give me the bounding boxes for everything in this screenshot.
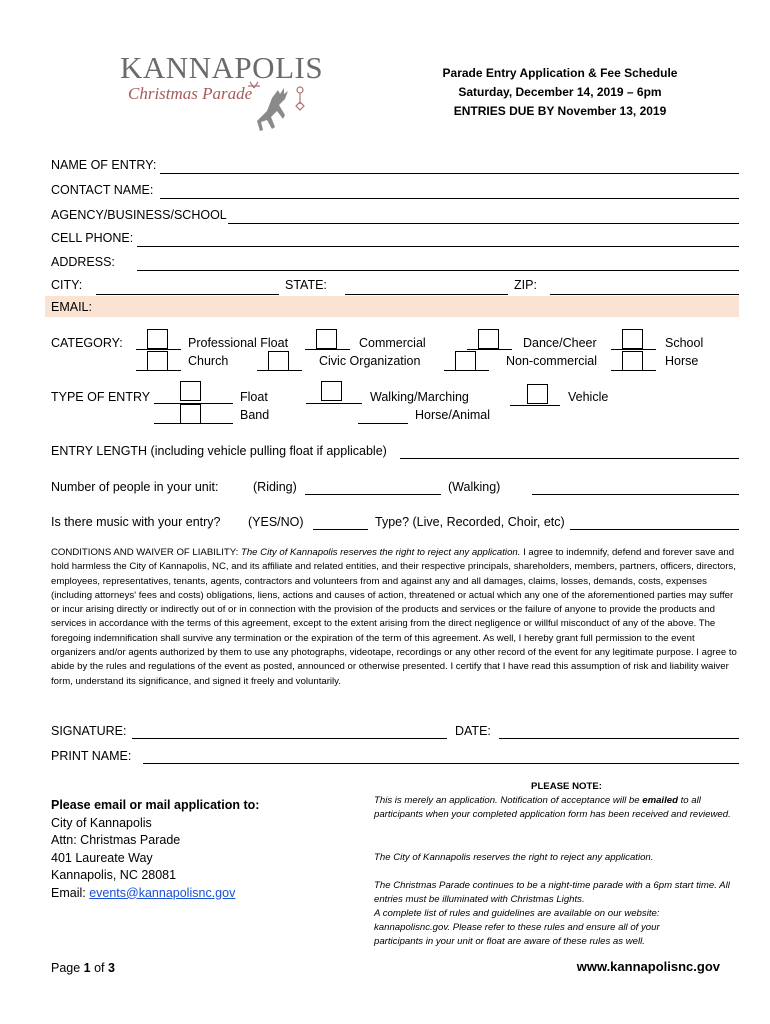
please-note-heading: PLEASE NOTE: [531, 781, 602, 792]
category-underline [467, 349, 512, 350]
mail-to-heading: Please email or mail application to: [51, 798, 260, 812]
email-field[interactable] [100, 297, 736, 315]
page-total: 3 [108, 961, 115, 975]
signature-label: SIGNATURE: [51, 724, 127, 738]
category-underline [611, 349, 656, 350]
mail-to-line3: 401 Laureate Way [51, 850, 153, 865]
logo [112, 48, 324, 143]
signature-field[interactable] [132, 720, 447, 739]
please-note-p4: A complete list of rules and guidelines are available on our website: kannapolisnc.gov. Please refer to these rules and ensure all of your participants in your unit or float are aware of these rules as well. [374, 908, 660, 947]
page-prefix: Page [51, 961, 84, 975]
music-type-field[interactable] [570, 511, 739, 530]
please-note-p1-c: to all participants when your completed application form has been received and reviewed. [374, 795, 731, 820]
agency-label: AGENCY/BUSINESS/SCHOOL [51, 208, 227, 222]
agency-field[interactable] [228, 205, 739, 224]
music-label: Is there music with your entry? [51, 515, 221, 529]
people-riding-label: (Riding) [253, 480, 297, 494]
music-type-label: Type? (Live, Recorded, Choir, etc) [375, 515, 565, 529]
people-walking-field[interactable] [532, 476, 739, 495]
city-label: CITY: [51, 278, 83, 292]
name-of-entry-field[interactable] [160, 155, 739, 174]
mail-to-email-label: Email: [51, 885, 90, 900]
category-underline [136, 370, 181, 371]
waiver-paragraph [51, 546, 741, 689]
date-field[interactable] [499, 720, 739, 739]
page-current: 1 [83, 961, 91, 975]
category-underline [611, 370, 656, 371]
mail-to-line2: Attn: Christmas Parade [51, 833, 181, 847]
category-checkbox-church[interactable] [147, 351, 168, 371]
print-name-label: PRINT NAME: [51, 749, 132, 763]
entry-type-option-horse-animal: Horse/Animal [415, 408, 491, 422]
header [410, 64, 710, 121]
category-option-school: School [665, 336, 704, 350]
please-note-p3: The Christmas Parade continues to be a night-time parade with a 6pm start time. All entries must be illuminated with Christmas Lights. [374, 880, 730, 905]
page-number [51, 961, 115, 975]
waiver-body: I agree to indemnify, defend and forever save and hold harmless the City of Kannapolis, NC, and its affiliate and related entities, and their respective principals, shareholders, members, partners, officers, directors, employees, representatives, tenants, agents, contractors and volunteers from and against any and all damages, claims, losses, demands, costs, expenses (including attorneys' fees and costs) obligations, liens, actions and causes of action, threatened or actual which any one of the aforementioned parties may suffer or incur arising directly or indirectly out of or in connection with the provision of the products and services or the failure of anyone to provide the products and services in accordance with the terms of this agreement, except to the extent arising from the direct negligence or willful misconduct of any of the above. The foregoing indemnification shall survive any termination or the expiration of the term of this agreement. As well, I hereby grant full permission to the event organizers and/or agents authorized by them to use any photographs, videotape, recordings or any other record of the event for any legitimate purpose. I agree to abide by the rules and regulations of the event as posted, announced or otherwise presented. I certify that I have read this assumption of risk and liability waiver form, understand its significance, and signed it freely and voluntarily. [51, 547, 737, 687]
header-title: Parade Entry Application & Fee Schedule [442, 66, 678, 80]
category-checkbox-dance-cheer[interactable] [478, 329, 499, 349]
category-checkbox-professional-float[interactable] [147, 329, 168, 349]
category-option-professional-float: Professional Float [188, 336, 289, 350]
name-of-entry-label: NAME OF ENTRY: [51, 158, 157, 172]
category-underline [444, 370, 489, 371]
music-yesno-label: (YES/NO) [248, 515, 304, 529]
entry-length-label: ENTRY LENGTH (including vehicle pulling float if applicable) [51, 444, 387, 458]
category-option-horse: Horse [665, 354, 699, 368]
page-of: of [90, 961, 108, 975]
address-label: ADDRESS: [51, 255, 115, 269]
entry-type-option-vehicle: Vehicle [568, 390, 609, 404]
category-underline [136, 349, 181, 350]
category-underline [257, 370, 302, 371]
entry-type-checkbox-walking-marching[interactable] [321, 381, 342, 401]
email-link[interactable]: events@kannapolisnc.gov [89, 885, 236, 900]
cell-phone-label: CELL PHONE: [51, 231, 134, 245]
entry-type-checkbox-band[interactable] [180, 404, 201, 424]
state-field[interactable] [345, 276, 508, 295]
category-checkbox-non-commercial[interactable] [455, 351, 476, 371]
entry-type-underline [510, 405, 560, 406]
mail-to-line4: Kannapolis, NC 28081 [51, 868, 177, 882]
mail-to-block [51, 797, 259, 902]
people-label: Number of people in your unit: [51, 480, 219, 494]
address-field[interactable] [137, 252, 739, 271]
category-checkbox-school[interactable] [622, 329, 643, 349]
entry-type-underline [358, 423, 408, 424]
zip-field[interactable] [550, 276, 739, 295]
website: www.kannapolisnc.gov [576, 959, 720, 974]
entry-type-underline [306, 403, 362, 404]
entry-type-underline [154, 423, 233, 424]
date-label: DATE: [455, 724, 491, 738]
entry-length-field[interactable] [400, 440, 739, 459]
entry-type-option-walking-marching: Walking/Marching [370, 390, 469, 404]
entry-type-option-band: Band [240, 408, 270, 422]
logo-title: KANNAPOLIS [120, 50, 324, 85]
category-option-civic-organization: Civic Organization [319, 354, 421, 368]
please-note-p1-a: This is merely an application. Notification of acceptance will be [374, 795, 643, 806]
people-riding-field[interactable] [305, 476, 441, 495]
please-note-p1 [374, 794, 739, 822]
category-option-church: Church [188, 354, 229, 368]
entry-type-option-float: Float [240, 390, 268, 404]
category-underline [305, 349, 350, 350]
entry-type-checkbox-float[interactable] [180, 381, 201, 401]
contact-name-field[interactable] [160, 180, 739, 199]
entry-type-checkbox-vehicle[interactable] [527, 384, 548, 404]
header-due-date: ENTRIES DUE BY November 13, 2019 [453, 104, 667, 118]
category-checkbox-civic-organization[interactable] [268, 351, 289, 371]
music-yesno-field[interactable] [313, 511, 368, 530]
category-option-dance-cheer: Dance/Cheer [523, 336, 597, 350]
category-checkbox-horse[interactable] [622, 351, 643, 371]
logo-subtitle: Christmas Parade [128, 84, 253, 103]
category-option-non-commercial: Non-commercial [506, 354, 597, 368]
contact-name-label: CONTACT NAME: [51, 183, 154, 197]
category-option-commercial: Commercial [359, 336, 426, 350]
entry-type-label: TYPE OF ENTRY [51, 390, 151, 404]
print-name-field[interactable] [143, 745, 739, 764]
please-note-p1-b: emailed [642, 795, 678, 806]
mail-to-line1: City of Kannapolis [51, 815, 152, 830]
state-label: STATE: [285, 278, 327, 292]
email-label: EMAIL: [51, 300, 92, 314]
mail-to-email-row [51, 885, 259, 903]
people-walking-label: (Walking) [448, 480, 501, 494]
waiver-heading: CONDITIONS AND WAIVER OF LIABILITY: [51, 547, 241, 558]
category-label: CATEGORY: [51, 336, 123, 350]
city-field[interactable] [96, 276, 279, 295]
cell-phone-field[interactable] [137, 228, 739, 247]
reindeer-icon [242, 80, 317, 142]
waiver-italic: The City of Kannapolis reserves the right to reject any application. [240, 547, 521, 558]
header-date: Saturday, December 14, 2019 – 6pm [458, 85, 662, 99]
category-checkbox-commercial[interactable] [316, 329, 337, 349]
please-note-p2: The City of Kannapolis reserves the right to reject any application. [374, 852, 654, 863]
zip-label: ZIP: [514, 278, 537, 292]
